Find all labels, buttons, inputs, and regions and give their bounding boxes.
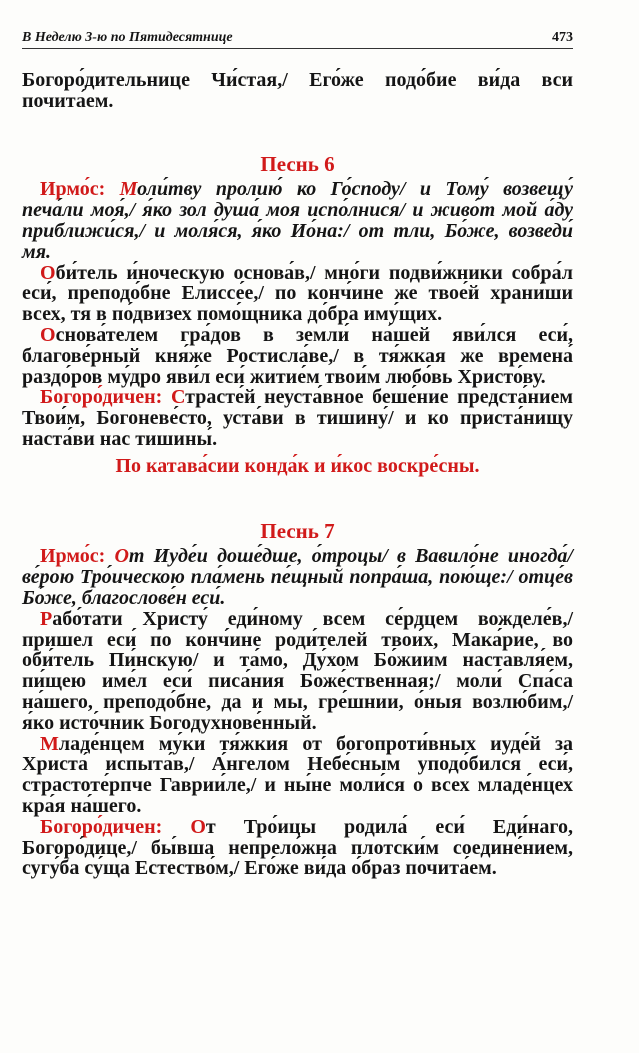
theotokion-initial: С bbox=[170, 386, 186, 409]
troparion-initial: О bbox=[40, 323, 56, 346]
song-7-troparion-1 bbox=[22, 609, 573, 734]
troparion-initial: О bbox=[40, 261, 56, 284]
irmos-label: Ирмо́с: bbox=[40, 545, 106, 568]
troparion-text: би́тель и́ноческую основа́в,/ мно́ги подви́жники собра́л еси́, преподо́бне Елиссе́е,/ по конч́ине же твое́й храни́ши всех, тя в по́двизех помо́щника до́бра иму́щих. bbox=[22, 261, 573, 326]
song-6-irmos bbox=[22, 179, 573, 262]
running-title: В Неделю 3-ю по Пятидесятнице bbox=[22, 30, 233, 45]
page-number: 473 bbox=[552, 30, 573, 45]
irmos-initial: О bbox=[114, 545, 129, 568]
intro-text: Богоро́дительнице Чи́стая,/ Его́же подо́бие ви́да вси почита́ем. bbox=[22, 69, 573, 112]
song-7-heading: Песнь 7 bbox=[260, 518, 335, 543]
song-6-heading: Песнь 6 bbox=[260, 151, 335, 176]
theotokion-text: т Тро́ицы родила́ еси́ Еди́наго, Богоро́дице,/ бы́вша непрело́жна плотски́м соедине́нием, сугу́ба су́ща Естество́м,/ Его́же ви́да о́браз почита́ем. bbox=[22, 815, 573, 880]
troparion-initial: Р bbox=[40, 607, 53, 630]
song-6-rubric: По катава́сии конда́к и и́кос воскре́сны. bbox=[115, 454, 480, 477]
irmos-label: Ирмо́с: bbox=[40, 178, 106, 201]
irmos-text-wrap bbox=[22, 178, 573, 262]
troparion-text: снова́телем гра́дов в земли́ на́шей яви́лся еси́, благове́рный кня́же Ростисла́ве,/ в тя́жкая же времена́ раздо́ров му́дро яви́л еси́ житие́м твои́м любо́вь Христо́ву. bbox=[22, 323, 573, 388]
theotokion-label: Богоро́дичен: bbox=[40, 386, 163, 409]
page-body bbox=[22, 70, 573, 879]
running-header bbox=[22, 24, 573, 49]
song-7-theotokion bbox=[22, 817, 573, 879]
troparion-text: або́тати Христу́ еди́ному всем се́рдцем вожделе́в,/ пришел еси́ по конч́ине роди́телей твои́х, Мака́рие, во оби́тель Пи́нскую/ и та́мо, Ду́хом Бо́жиим наставля́ем, пи́щею име́л еси́ писа́ния Боже́ственная;/ моли́ Спа́са на́шего, преподо́бне, да и мы, гре́шнии, о́ныя возлю́бим,/ я́ко исто́чник Богодухнове́нный. bbox=[22, 607, 573, 734]
song-7-troparion-2 bbox=[22, 734, 573, 817]
irmos-text: т Иуде́и доше́дше, о́троцы/ в Вавило́не иногда́/ ве́рою Тро́ическою пла́мень пе́щный попра́ша, пою́ще:/ отце́в Бо́же, благослове́н еси́. bbox=[22, 545, 573, 609]
troparion-text: ладе́нцем му́ки тя́жкия от богопроти́вных иуде́й за Христа́ испыта́в,/ А́нгелом Небе́сным уподо́бился еси́, страстоте́рпче Гаврии́ле,/ и ны́не моли́ся о всех младе́нцех кра́я на́шего. bbox=[22, 732, 573, 817]
theotokion-text: трасте́й неуста́вное беше́ние предста́нием Твои́м, Богоневе́сто, уста́ви в тишину́/ и ко приста́нищу наста́ви нас тишины́. bbox=[22, 386, 573, 450]
song-6-theotokion bbox=[22, 387, 573, 449]
irmos-initial: М bbox=[119, 178, 138, 201]
song-6-troparion-2 bbox=[22, 325, 573, 387]
song-6-troparion-1 bbox=[22, 263, 573, 325]
theotokion-label: Богоро́дичен: bbox=[40, 815, 163, 838]
irmos-text: оли́тву пролию́ ко Го́споду/ и Тому́ возвещу́ печа́ли моя́,/ я́ко зол душа́ моя испо́лнися/ и живо́т мой а́ду приближи́ся,/ и моля́ся, я́ко Ио́на:/ от тли, Бо́же, возведи́ мя. bbox=[22, 178, 573, 263]
theotokion-initial: О bbox=[190, 815, 206, 838]
troparion-initial: М bbox=[40, 732, 59, 755]
irmos-text-wrap bbox=[22, 545, 573, 609]
song-7-irmos bbox=[22, 546, 573, 608]
